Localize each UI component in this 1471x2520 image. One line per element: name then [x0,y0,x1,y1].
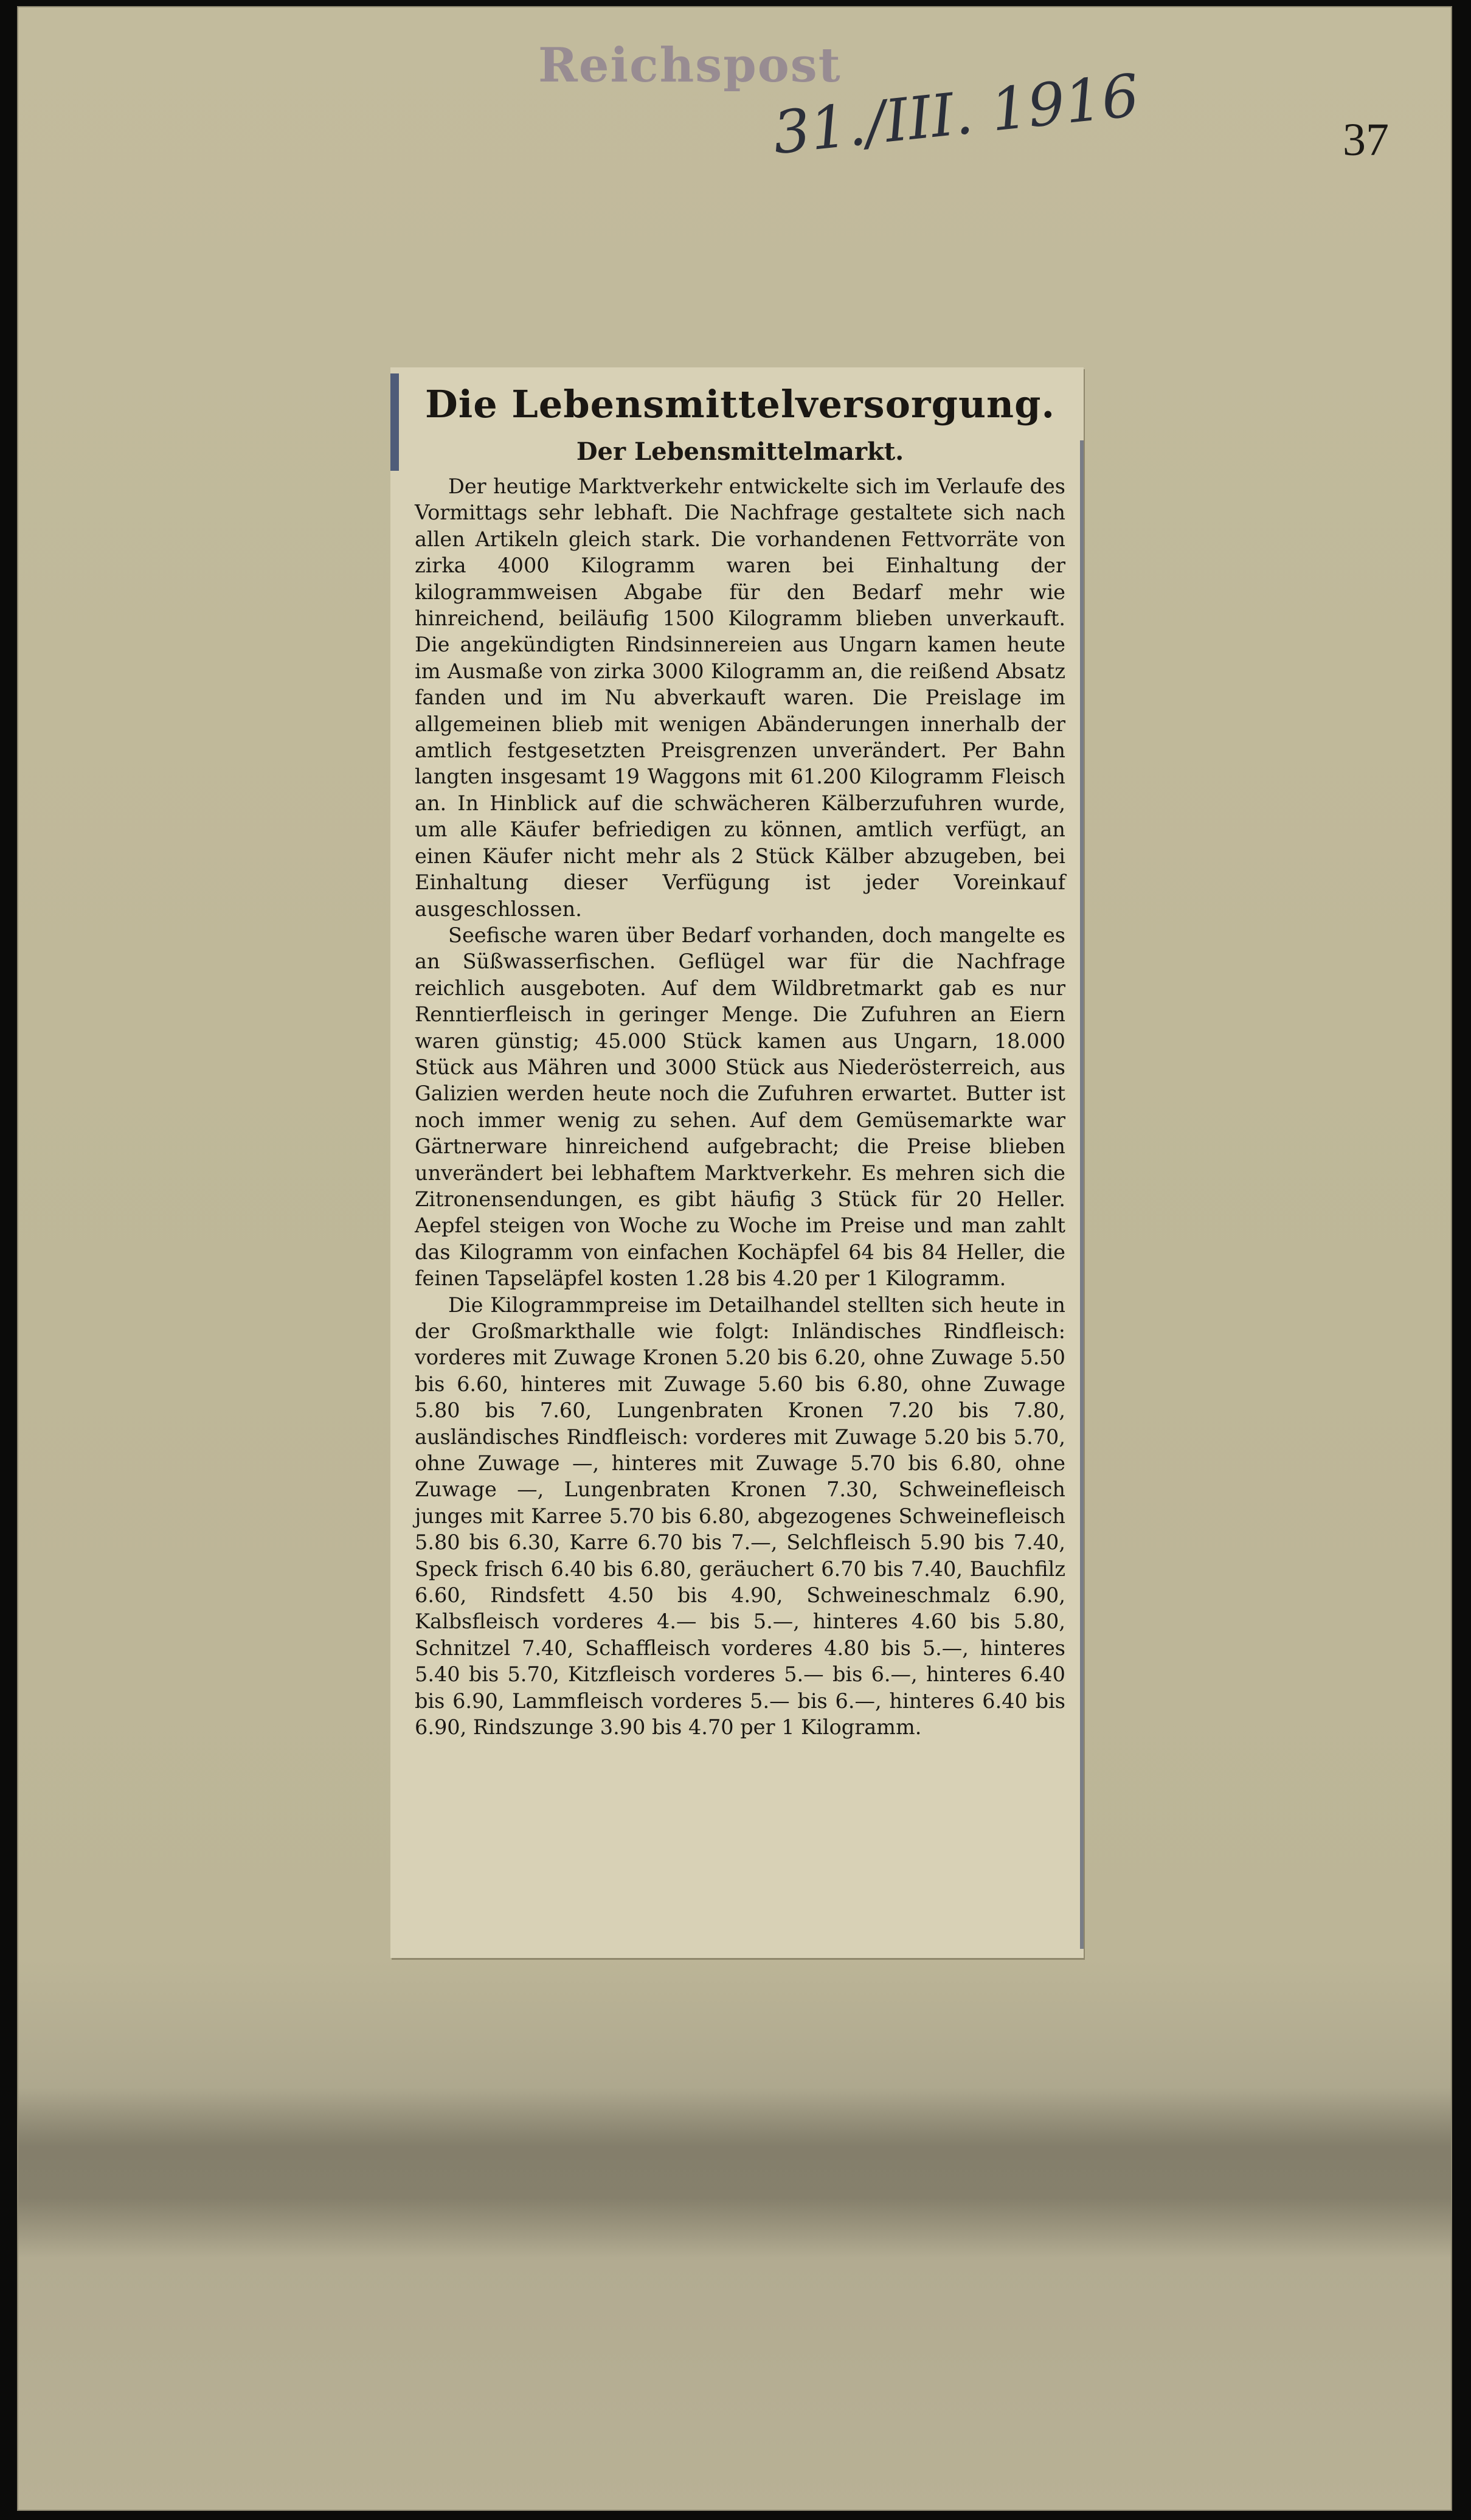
newspaper-clipping [390,367,1084,1958]
handwritten-date: 31./III. 1916 [769,61,1143,168]
article-paragraph: Die Kilogrammpreise im Detailhandel stellten sich heute in der Großmarkthalle wie folgt: Inländisches Rindfleisch: vorderes mit Zuwage Kronen 5.20 bis 6.20, ohne Zuwage 5.50 bis 6.60, hinteres mit Zuwage 5.60 bis 6.80, ohne Zuwage 5.80 bis 7.60, Lungenbraten Kronen 7.20 bis 7.80, ausländisches Rindfleisch: vorderes mit Zuwage 5.20 bis 5.70, ohne Zuwage —, hinteres mit Zuwage 5.70 bis 6.80, ohne Zuwage —, Lungenbraten Kronen 7.30, Schweinefleisch junges mit Karree 5.70 bis 6.80, abgezogenes Schweinefleisch 5.80 bis 6.30, Karre 6.70 bis 7.—, Selchfleisch 5.90 bis 7.40, Speck frisch 6.40 bis 6.80, geräuchert 6.70 bis 7.40, Bauchfilz 6.60, Rindsfett 4.50 bis 4.90, Schweineschmalz 6.90, Kalbsfleisch vorderes 4.— bis 5.—, hinteres 4.60 bis 5.80, Schnitzel 7.40, Schaffleisch vorderes 4.80 bis 5.—, hinteres 5.40 bis 5.70, Kitzfleisch vorderes 5.— bis 6.—, hinteres 6.40 bis 6.90, Lammfleisch vorderes 5.— bis 6.—, hinteres 6.40 bis 6.90, Rindszunge 3.90 bis 4.70 per 1 Kilogramm. [415,1293,1065,1740]
clipping-blue-edge [390,373,399,471]
page-number: 37 [1343,114,1389,165]
article-paragraph: Der heutige Marktverkehr entwickelte sich im Verlaufe des Vormittags sehr lebhaft. Die Nachfrage gestaltete sich nach allen Artikeln gleich stark. Die vorhandenen Fettvorräte von zirka 4000 Kilogramm waren bei Einhaltung der kilogrammweisen Abgabe für den Bedarf mehr wie hinreichend, beiläufig 1500 Kilogramm blieben unverkauft. Die angekündigten Rindsinnereien aus Ungarn kamen heute im Ausmaße von zirka 3000 Kilogramm an, die reißend Absatz fanden und im Nu abverkauft waren. Die Preislage im allgemeinen blieb mit wenigen Abänderungen innerhalb der amtlich festgesetzten Preisgrenzen unverändert. Per Bahn langten insgesamt 19 Waggons mit 61.200 Kilogramm Fleisch an. In Hinblick auf die schwächeren Kälberzufuhren wurde, um alle Käufer befriedigen zu können, amtlich verfügt, an einen Käufer nicht mehr als 2 Stück Kälber abzugeben, bei Einhaltung dieser Verfügung ist jeder Voreinkauf ausgeschlossen. [415,474,1065,921]
scan-shadow-band [18,2088,1451,2258]
article-paragraph: Seefische waren über Bedarf vorhanden, doch mangelte es an Süßwasserfischen. Geflügel war für die Nachfrage reichlich ausgeboten. Auf dem Wildbretmarkt gab es nur Renntierfleisch in geringer Menge. Die Zufuhren an Eiern waren günstig; 45.000 Stück kamen aus Ungarn, 18.000 Stück aus Mähren und 3000 Stück aus Niederösterreich, aus Galizien werden heute noch die Zufuhren erwartet. Butter ist noch immer wenig zu sehen. Auf dem Gemüsemarkte war Gärtnerware hinreichend aufgebracht; die Preise blieben unverändert bei lebhaftem Marktverkehr. Es mehren sich die Zitronensendungen, es gibt häufig 3 Stück für 20 Heller. Aepfel steigen von Woche zu Woche im Preise und man zahlt das Kilogramm von einfachen Kochäpfel 64 bis 84 Heller, die feinen Tapseläpfel kosten 1.28 bis 4.20 per 1 Kilogramm. [415,923,1065,1291]
archive-sheet [17,6,1452,2511]
article-headline: Die Lebensmittelversorgung. [424,382,1056,426]
article-subhead: Der Lebensmittelmarkt. [576,437,904,466]
clipping-right-edge [1080,440,1084,1949]
newspaper-stamp: Reichspost [538,38,842,93]
